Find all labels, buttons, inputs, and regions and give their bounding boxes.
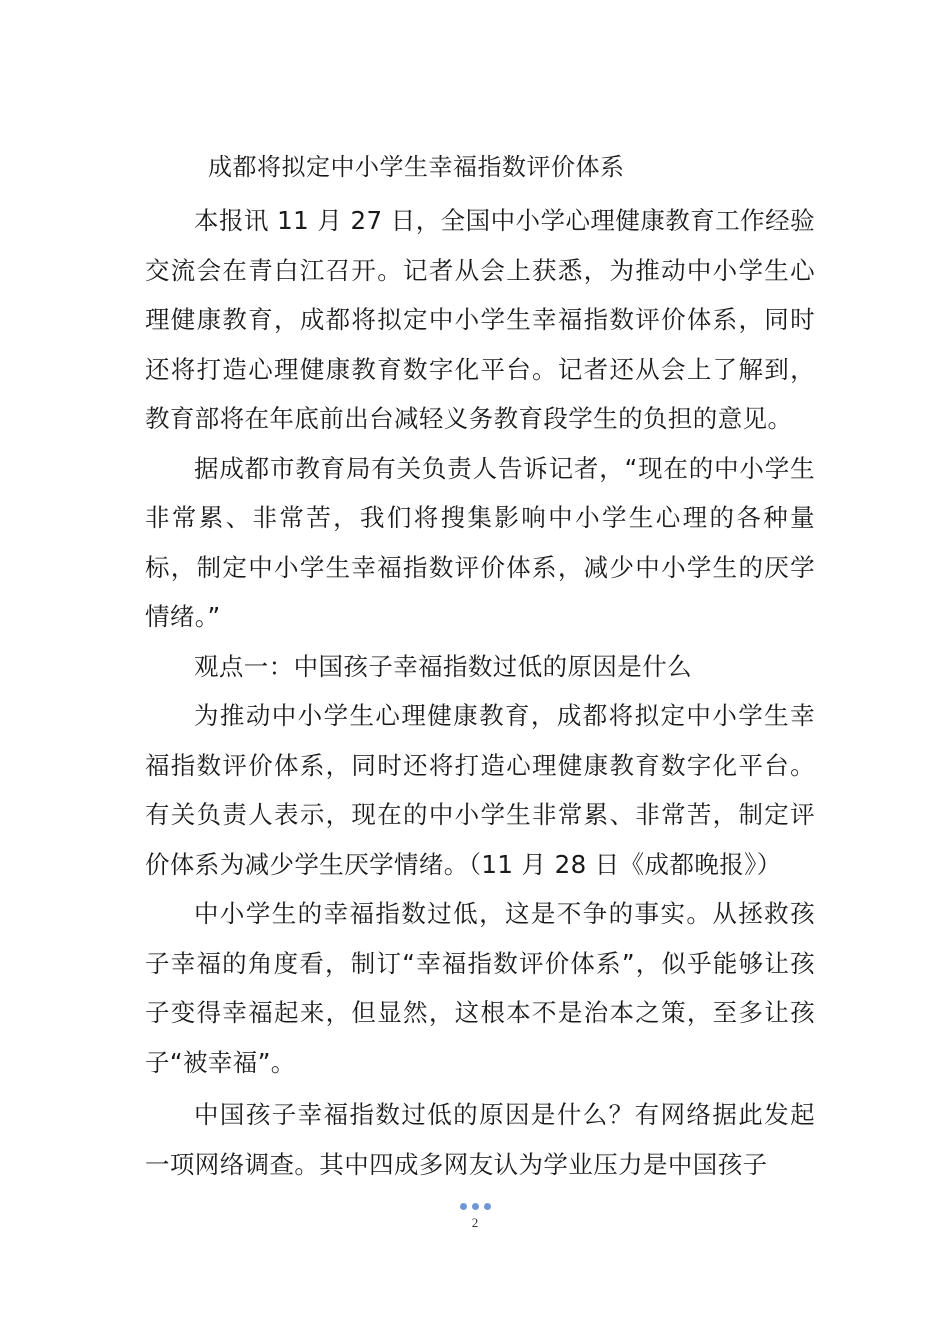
footer-dot-icon	[472, 1203, 479, 1210]
footer-dot-icon	[484, 1203, 491, 1210]
footer-dot-icon	[460, 1203, 467, 1210]
paragraph-4: 中小学生的幸福指数过低，这是不争的事实。从拯救孩子幸福的角度看，制订“幸福指数评价体系”，似乎能够让孩子变得幸福起来，但显然，这根本不是治本之策，至多让孩子“被幸福”。	[145, 899, 815, 1077]
article-title: 成都将拟定中小学生幸福指数评价体系	[208, 153, 625, 181]
paragraph-1: 本报讯 11 月 27 日，全国中小学心理健康教育工作经验交流会在青白江召开。记者从会上获悉，为推动中小学生心理健康教育，成都将拟定中小学生幸福指数评价体系，同时还将打造心理健康教育数字化平台。记者还从会上了解到，教育部将在年底前出台减轻义务教育段学生的负担的意见。	[145, 206, 815, 433]
paragraph-2: 据成都市教育局有关负责人告诉记者，“现在的中小学生非常累、非常苦，我们将搜集影响中小学生心理的各种量标，制定中小学生幸福指数评价体系，减少中小学生的厌学情绪。”	[145, 453, 815, 631]
page-number: 2	[471, 1215, 479, 1230]
section-heading-viewpoint-1: 观点一：中国孩子幸福指数过低的原因是什么	[194, 651, 692, 681]
page-footer-dots	[0, 1200, 950, 1210]
paragraph-5: 中国孩子幸福指数过低的原因是什么？有网络据此发起一项网络调查。其中四成多网友认为学业压力是中国孩子	[145, 1100, 815, 1179]
article-body	[145, 196, 815, 1189]
paragraph-3: 为推动中小学生心理健康教育，成都将拟定中小学生幸福指数评价体系，同时还将打造心理健康教育数字化平台。有关负责人表示，现在的中小学生非常累、非常苦，制定评价体系为减少学生厌学情绪。（11 月 28 日《成都晚报》）	[145, 701, 815, 879]
